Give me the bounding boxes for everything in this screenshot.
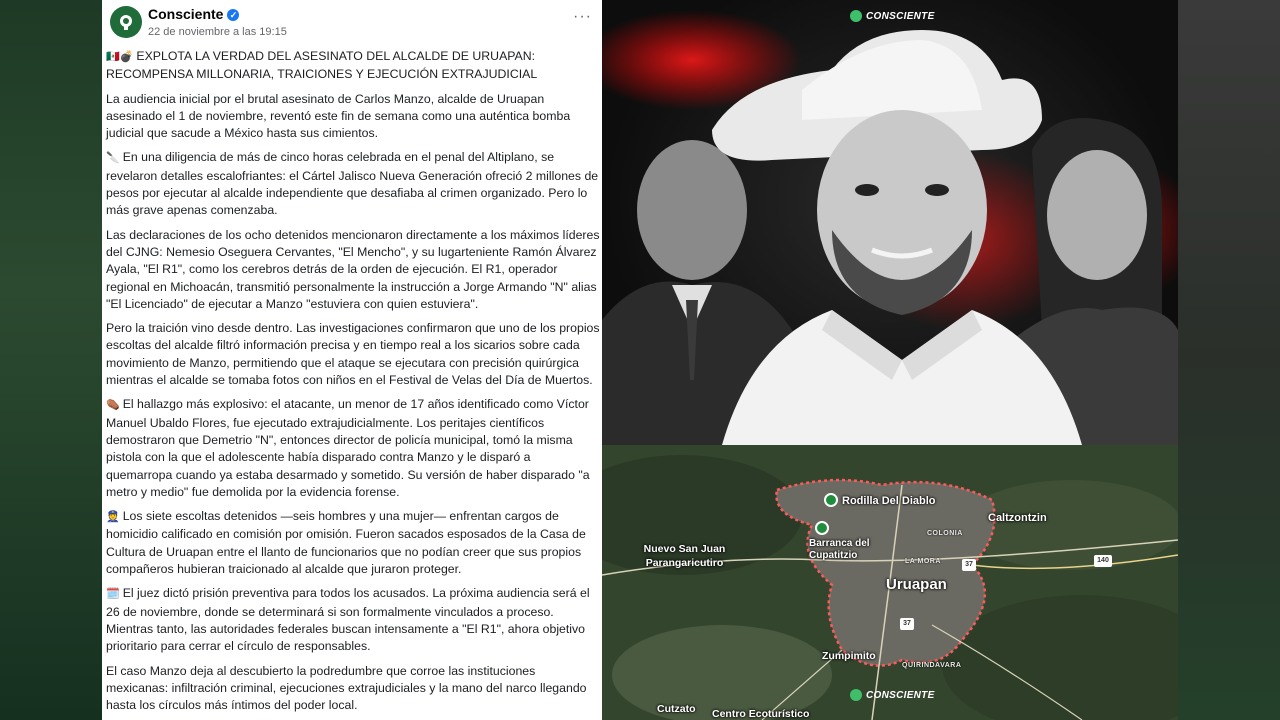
post-paragraph [106, 227, 600, 313]
paragraph-text: La audiencia inicial por el brutal asesinato de Carlos Manzo, alcalde de Uruapan asesinado el 1 de noviembre, reventó este fin de semana como una auténtica bomba judicial que sacude a México hasta sus cimientos. [106, 91, 571, 141]
facebook-post [102, 0, 602, 720]
paragraph-emoji-icon: ⚰️ [106, 399, 120, 412]
road-shield-37: 37 [962, 559, 976, 571]
verified-badge-icon: ✓ [227, 9, 239, 21]
post-paragraph [106, 149, 600, 219]
post-paragraph [106, 663, 600, 715]
label-cutzato: Cutzato [657, 703, 696, 715]
page-avatar[interactable] [110, 6, 142, 38]
park-pin-icon [815, 521, 829, 535]
label-nuevo-san-juan: Nuevo San Juan Parangaricutiro [643, 543, 726, 569]
post-paragraph [106, 508, 600, 578]
page-name[interactable] [148, 6, 239, 22]
paragraph-text: Las declaraciones de los ocho detenidos mencionaron directamente a los máximos líderes del CJNG: Nemesio Oseguera Cervantes, "El Mencho", y su lugarteniente Ramón Álvarez Ayala, "El R1", como los cerebros detrás de la orden de ejecución. El R1, operador regional en Michoacán, transmitió personalmente la instrucción a Jorge Armando "N" alias "El Licenciado" de ejecutar a Manzo "estuviera con quien estuviera". [106, 227, 600, 311]
post-paragraph [106, 91, 600, 143]
label-uruapan: Uruapan [886, 576, 947, 593]
page-name-text[interactable]: Consciente [148, 6, 224, 22]
paragraph-text: Los siete escoltas detenidos —seis hombres y una mujer— enfrentan cargos de homicidio calificado en comisión por omisión. Fueron sacados esposados de la Casa de Cultura de Uruapan entre el llanto de funcionarios que no podían creer que sus propios compañeros hubieran traicionado al alcalde que juraron proteger. [106, 509, 586, 577]
paragraph-text: El hallazgo más explosivo: el atacante, un menor de 17 años identificado como Víctor Manuel Ubaldo Flores, fue ejecutado extrajudicialmente. Los peritajes científicos demostraron que Demetrio "N", entonces director de policía municipal, tomó la misma pistola con la que el adolescente había disparado contra Manzo y le disparó a quemarropa cuando ya estaba desarmado y sometido. Su versión de haber disparado "a metro y medio" fue demolida por la evidencia forense. [106, 397, 590, 499]
brand-watermark-bottom [850, 689, 935, 701]
post-timestamp[interactable]: 22 de noviembre a las 19:15 [148, 26, 287, 38]
paragraph-text: EXPLOTA LA VERDAD DEL ASESINATO DEL ALCALDE DE URUAPAN: RECOMPENSA MILLONARIA, TRAICIONES Y EJECUCIÓN EXTRAJUDICIAL [106, 49, 538, 82]
paragraph-text: El caso Manzo deja al descubierto la podredumbre que corroe las instituciones mexicanas: infiltración criminal, ejecuciones extrajudiciales y la mano del narco llegando hasta los círculos más íntimos del poder local. [106, 663, 587, 713]
background-left [0, 0, 102, 720]
background-right [1178, 0, 1280, 720]
label-zumpimito: Zumpimito [822, 650, 876, 662]
paragraph-emoji-icon: 🗓️ [106, 588, 120, 601]
post-image[interactable] [602, 0, 1178, 720]
paragraph-text: Pero la traición vino desde dentro. Las investigaciones confirmaron que uno de los propios escoltas del alcalde filtró información precisa y en tiempo real a los sicarios sobre cada movimiento de Manzo, permitiendo que el ataque se ejecutara con precisión quirúrgica mientras el alcalde se tomaba fotos con niños en el Festival de Velas del Día de Muertos. [106, 321, 600, 388]
paragraph-text: El juez dictó prisión preventiva para todos los acusados. La próxima audiencia será el 26 de noviembre, donde se determinará si son formalmente vinculados a proceso. Mientras tanto, las autoridades federales buscan intensamente a "El R1", ahora objetivo prioritario para cerrar el círculo de responsables. [106, 586, 590, 654]
brand-logo-icon [850, 689, 862, 701]
label-quirindavara: QUIRINDAVARA [902, 662, 962, 669]
label-centro-ecoturistico: Centro Ecoturístico [712, 708, 810, 720]
road-shield-37-south: 37 [900, 618, 914, 630]
paragraph-emoji-icon: 🇲🇽💣 [106, 51, 134, 63]
post-paragraph [106, 396, 600, 501]
brand-text-top: CONSCIENTE [866, 10, 935, 22]
paragraph-text: En una diligencia de más de cinco horas celebrada en el penal del Altiplano, se revelaron detalles escalofriantes: el Cártel Jalisco Nueva Generación ofreció 2 millones de pesos por ejecutar al alcalde independiente que desafiaba al crimen organizado. Pero lo más grave apenas comenzaba. [106, 150, 599, 218]
post-header [102, 0, 602, 44]
label-colonia: COLONIA [927, 530, 963, 537]
label-rodilla-del-diablo: Rodilla Del Diablo [842, 495, 936, 507]
post-paragraph [106, 48, 600, 84]
paragraph-emoji-icon: 👮 [106, 511, 120, 524]
post-text [106, 48, 600, 720]
city-map [602, 445, 1178, 720]
paragraph-emoji-icon: 🔪 [106, 152, 120, 165]
label-barranca: Barranca del Cupatitzio [809, 538, 870, 561]
brain-logo-icon [116, 12, 136, 32]
more-options-button[interactable]: ··· [573, 8, 592, 25]
brand-logo-icon [850, 10, 862, 22]
brand-watermark-top [850, 10, 935, 22]
label-caltzontzin: Caltzontzin [988, 512, 1047, 524]
road-shield-140: 140 [1094, 555, 1112, 567]
label-la-mora: LA MORA [905, 558, 941, 565]
park-pin-icon [824, 493, 838, 507]
post-paragraph [106, 320, 600, 389]
portrait-photo [602, 0, 1178, 445]
post-paragraph [106, 585, 600, 655]
portrait-illustration [602, 0, 1178, 445]
brand-text-bottom: CONSCIENTE [866, 689, 935, 701]
